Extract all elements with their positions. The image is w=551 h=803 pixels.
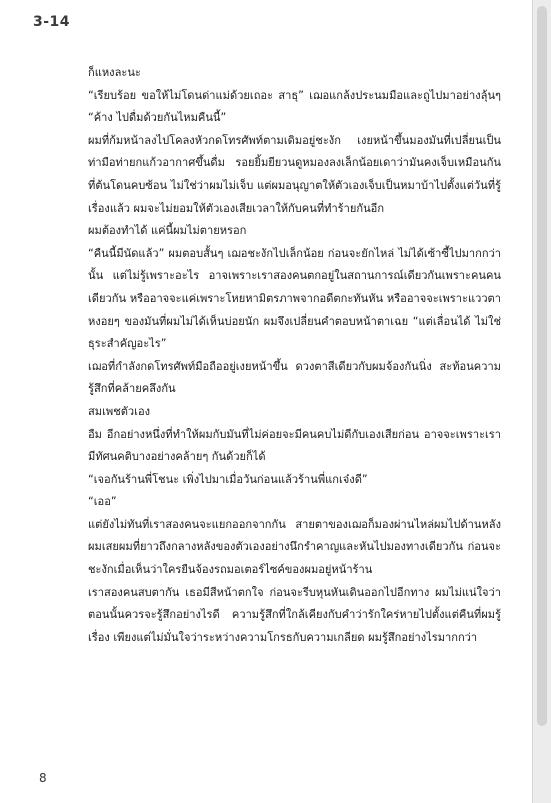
- paragraph: “เออ”: [88, 495, 117, 509]
- paragraph: สมเพชตัวเอง: [88, 404, 151, 418]
- paragraph: “เรียบร้อย ขอให้ไม่โดนด่าแม่ด้วยเถอะ สาธุ” เฌอแกล้งประนมมือและถูไปมาอย่างลุ้นๆ “ค้าง ไปดื่มด้วยกันไหมคืนนี้”: [88, 88, 501, 125]
- page-number: 8: [39, 771, 47, 785]
- paragraph: อืม อีกอย่างหนึ่งที่ทำให้ผมกับมันที่ไม่ค่อยจะมีคนคบไม่ดีกับเองเสียก่อน อาจจะเพราะเรามีทัศนคติบางอย่างคล้ายๆ กันด้วยก็ได้: [88, 427, 501, 464]
- paragraph: เฌอที่กำลังกดโทรศัพท์มือถืออยู่เงยหน้าขึ้น ดวงตาสีเดียวกับผมจ้องกันนิ่ง สะท้อนความรู้สึกที่คล้ายคลึงกัน: [88, 359, 501, 396]
- vertical-scrollbar[interactable]: [532, 0, 551, 803]
- chapter-label: 3-14: [33, 14, 71, 30]
- paragraph: เราสองคนสบตากัน เธอมีสีหน้าตกใจ ก่อนจะรีบหุนหันเดินออกไปอีกทาง ผมไม่แน่ใจว่าตอนนั้นควรจะรู้สึกอย่างไรดี ความรู้สึกที่ใกล้เคียงกับคำว่ารักใคร่หายไปตั้งแต่คืนที่ผมรู้เรื่อง เพียงแต่ไม่มั่นใจว่าระหว่างความโกรธกับความเกลียด ผมรู้สึกอย่างไรมากกว่า: [88, 585, 501, 644]
- paragraph: ผมที่ก้มหน้าลงไปโคลงหัวกดโทรศัพท์ตามเดิมอยู่ชะงัก เงยหน้าขึ้นมองมันที่เปลี่ยนเป็นท่ามือท่ายกแก้วอากาศขึ้นดื่ม รอยยิ้มยียวนดูหมองลงเล็กน้อยเดาว่ามันคงเจ็บเหมือนกันที่ต้นโดนคบซ้อน ไม่ใช่ว่าผมไม่เจ็บ แต่ผมอนุญาตให้ตัวเองเจ็บเป็นหมาบ้าไปตั้งแต่วันที่รู้เรื่องแล้ว ผมจะไม่ยอมให้ตัวเองเสียเวลาให้กับคนที่ทำร้ายกันอีก: [88, 133, 501, 215]
- paragraph: แต่ยังไม่ทันที่เราสองคนจะแยกออกจากกัน สายตาของเฌอก็มองผ่านไหล่ผมไปด้านหลัง ผมเสยผมที่ยาวถึงกลางหลังของตัวเองอย่างนึกรำคาญและหันไปมองทางเดียวกัน ก่อนจะชะงักเมื่อเห็นว่าใครยืนจ้องรถมอเตอร์ไซค์ของผมอยู่หน้าร้าน: [88, 517, 501, 577]
- paragraph: “คืนนี้มีนัดแล้ว” ผมตอบสั้นๆ เฌอชะงักไปเล็กน้อย ก่อนจะยักไหล่ ไม่ได้เซ้าซี้ไปมากกว่านั้น แต่ไม่รู้เพราะอะไร อาจเพราะเราสองคนตกอยู่ในสถานการณ์เดียวกันเพราะคนคนเดียวกัน หรืออาจจะแค่เพราะโหยหามิตรภาพจากอดีตกะทันหัน หรืออาจจะเพราะแววตาหงอยๆ ของมันที่ผมไม่ได้เห็นบ่อยนัก ผมจึงเปลี่ยนคำตอบหน้าตาเฉย “แต่เลื่อนได้ ไม่ใช่ธุระสำคัญอะไร”: [88, 246, 501, 351]
- document-body: [88, 62, 501, 649]
- paragraph: ผมต้องทำได้ แค่นี้ผมไม่ตายหรอก: [88, 224, 247, 238]
- scrollbar-thumb[interactable]: [537, 6, 547, 726]
- paragraph: “เจอกันร้านพี่โชนะ เพิ่งไปมาเมื่อวันก่อนแล้วร้านพี่แกเจ๋งดี”: [88, 472, 368, 486]
- paragraph: ก็แหงละนะ: [88, 66, 141, 79]
